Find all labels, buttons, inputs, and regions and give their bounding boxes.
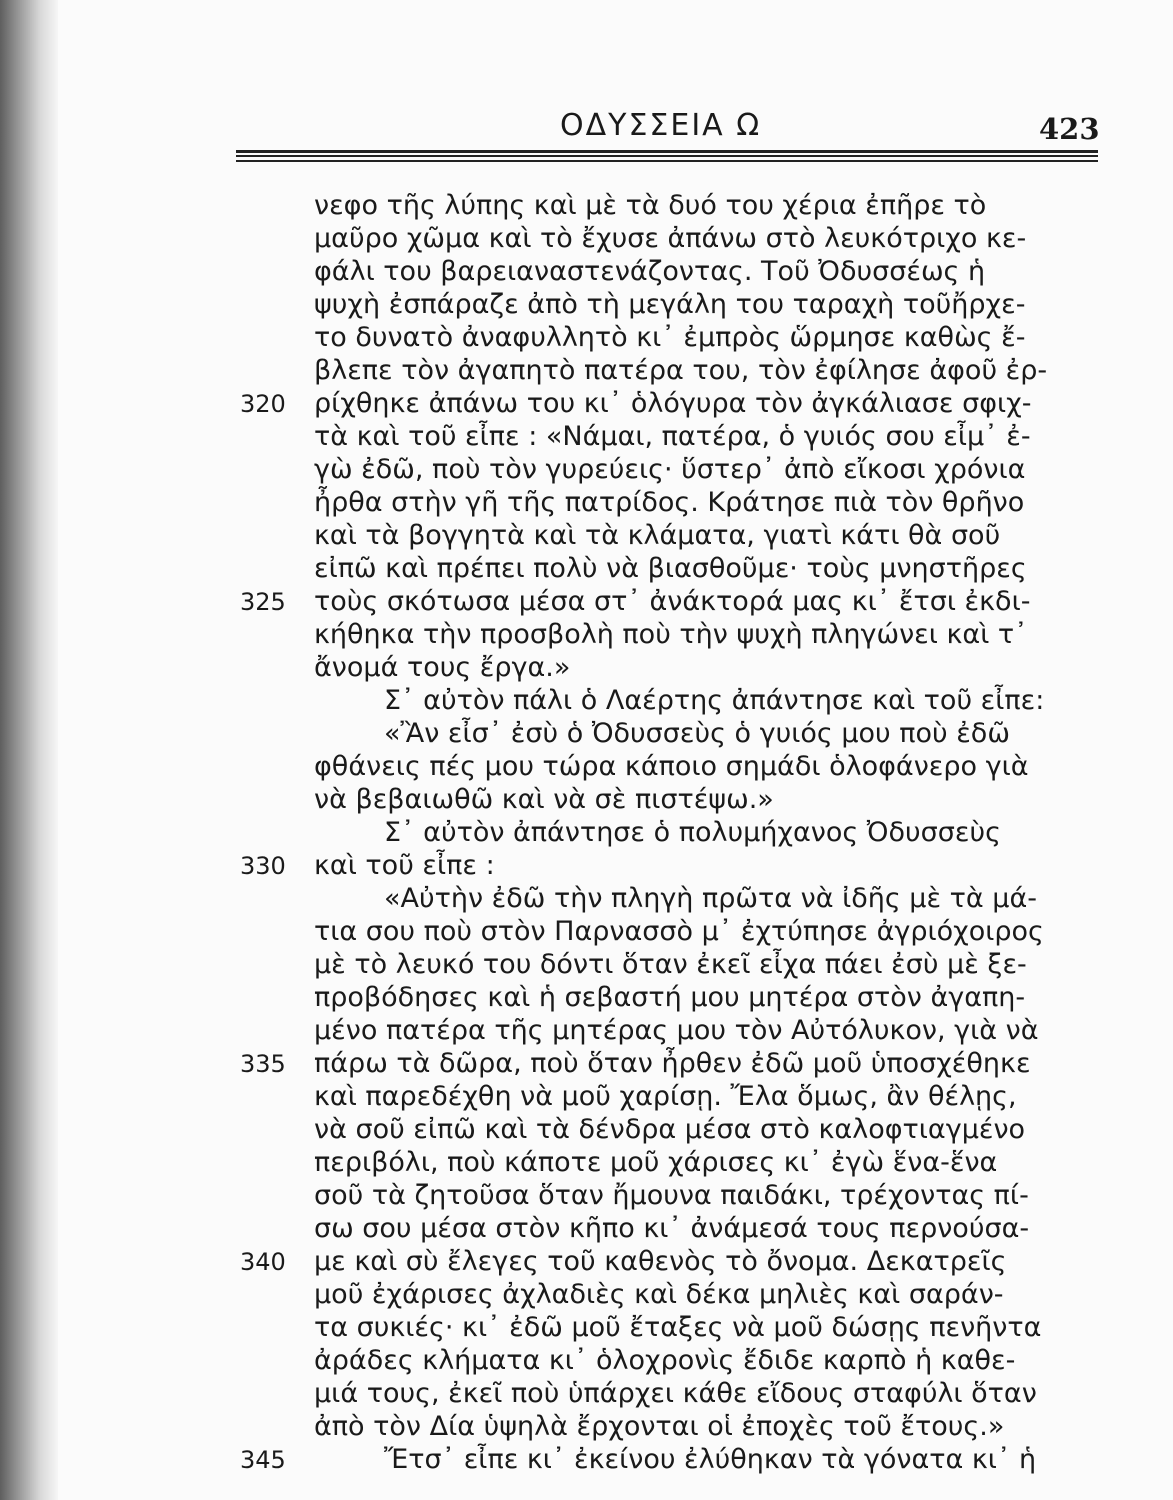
text-line: κήθηκα τὴν προσβολὴ ποὺ τὴν ψυχὴ πληγώνει καὶ τ᾽ (314, 619, 1028, 650)
text-line: καὶ παρεδέχθη νὰ μοῦ χαρίσῃ. Ἔλα ὅμως, ἂν θέλῃς, (314, 1081, 1017, 1112)
verse-line-number: 325 (240, 588, 286, 616)
text-line: ἄνομά τους ἔργα.» (314, 652, 571, 683)
text-line: Σ᾽ αὐτὸν ἀπάντησε ὁ πολυμήχανος Ὀδυσσεὺς (384, 817, 1001, 848)
text-line: εἰπῶ καὶ πρέπει πολὺ νὰ βιασθοῦμε· τοὺς μνηστῆρες (314, 553, 1027, 584)
text-line: Ἔτσ᾽ εἶπε κι᾽ ἐκείνου ἐλύθηκαν τὰ γόνατα κι᾽ ἡ (384, 1444, 1037, 1475)
text-line: μένο πατέρα τῆς μητέρας μου τὸν Αὐτόλυκον, γιὰ νὰ (314, 1015, 1039, 1046)
verse-line-number: 340 (240, 1248, 286, 1276)
text-line: περιβόλι, ποὺ κάποτε μοῦ χάρισες κι᾽ ἐγὼ ἕνα-ἕνα (314, 1147, 998, 1178)
text-line: Σ᾽ αὐτὸν πάλι ὁ Λαέρτης ἀπάντησε καὶ τοῦ εἶπε: (384, 685, 1045, 716)
text-line: τοὺς σκότωσα μέσα στ᾽ ἀνάκτορά μας κι᾽ ἔτσι ἐκδι- (314, 586, 1031, 617)
text-line: φθάνεις πές μου τώρα κάποιο σημάδι ὁλοφάνερο γιὰ (314, 751, 1029, 782)
page-number: 423 (1039, 112, 1100, 146)
text-line: σω σου μέσα στὸν κῆπο κι᾽ ἀνάμεσά τους περνούσα- (314, 1213, 1030, 1244)
text-line: ἀπὸ τὸν Δία ὑψηλὰ ἔρχονται οἱ ἐποχὲς τοῦ ἔτους.» (314, 1411, 1005, 1442)
text-line: βλεπε τὸν ἀγαπητὸ πατέρα του, τὸν ἐφίλησε ἀφοῦ ἐρ- (314, 355, 1048, 386)
verse-line-number: 320 (240, 390, 286, 418)
text-line: ρίχθηκε ἀπάνω του κι᾽ ὁλόγυρα τὸν ἀγκάλιασε σφιχ- (314, 388, 1032, 419)
text-line: μὲ τὸ λευκό του δόντι ὅταν ἐκεῖ εἶχα πάει ἐσὺ μὲ ξε- (314, 949, 1027, 980)
verse-line-number: 335 (240, 1050, 286, 1078)
text-line: τια σου ποὺ στὸν Παρνασσὸ μ᾽ ἐχτύπησε ἀγριόχοιρος (314, 916, 1044, 947)
text-line: ψυχὴ ἐσπάραζε ἀπὸ τὴ μεγάλη του ταραχὴ τοῦἤρχε- (314, 289, 1026, 320)
text-line: καὶ τοῦ εἶπε : (314, 850, 495, 881)
text-line: καὶ τὰ βογγητὰ καὶ τὰ κλάματα, γιατὶ κάτι θὰ σοῦ (314, 520, 1001, 551)
text-line: μαῦρο χῶμα καὶ τὸ ἔχυσε ἀπάνω στὸ λευκότριχο κε- (314, 223, 1027, 254)
text-line: προβόδησες καὶ ἡ σεβαστή μου μητέρα στὸν ἀγαπη- (314, 982, 1026, 1013)
text-line: το δυνατὸ ἀναφυλλητὸ κι᾽ ἐμπρὸς ὥρμησε καθὼς ἔ- (314, 322, 1026, 353)
text-line: με καὶ σὺ ἔλεγες τοῦ καθενὸς τὸ ὄνομα. Δεκατρεῖς (314, 1246, 1007, 1277)
text-line: ἦρθα στὴν γῆ τῆς πατρίδος. Κράτησε πιὰ τὸν θρῆνο (314, 487, 1025, 518)
text-line: νὰ βεβαιωθῶ καὶ νὰ σὲ πιστέψω.» (314, 784, 774, 815)
verse-line-number: 330 (240, 852, 286, 880)
text-line: νὰ σοῦ εἰπῶ καὶ τὰ δένδρα μέσα στὸ καλοφτιαγμένο (314, 1114, 1026, 1145)
text-line: γὼ ἐδῶ, ποὺ τὸν γυρεύεις· ὕστερ᾽ ἀπὸ εἴκοσι χρόνια (314, 454, 1026, 485)
text-line: ἀράδες κλήματα κι᾽ ὁλοχρονὶς ἔδιδε καρπὸ ἡ καθε- (314, 1345, 1016, 1376)
text-line: «Αὐτὴν ἐδῶ τὴν πληγὴ πρῶτα νὰ ἰδῆς μὲ τὰ μά- (384, 883, 1038, 914)
text-line: φάλι του βαρειαναστενάζοντας. Τοῦ Ὀδυσσέως ἡ (314, 256, 986, 287)
text-line: σοῦ τὰ ζητοῦσα ὅταν ἤμουνα παιδάκι, τρέχοντας πί- (314, 1180, 1029, 1211)
text-line: νεφο τῆς λύπης καὶ μὲ τὰ δυό του χέρια ἐπῆρε τὸ (314, 190, 987, 221)
text-line: «Ἂν εἶσ᾽ ἐσὺ ὁ Ὀδυσσεὺς ὁ γυιός μου ποὺ ἐδῶ (384, 718, 1010, 749)
text-line: πάρω τὰ δῶρα, ποὺ ὅταν ἦρθεν ἐδῶ μοῦ ὑποσχέθηκε (314, 1048, 1031, 1079)
text-line: μοῦ ἐχάρισες ἀχλαδιὲς καὶ δέκα μηλιὲς καὶ σαράν- (314, 1279, 1004, 1310)
text-line: μιά τους, ἐκεῖ ποὺ ὑπάρχει κάθε εἴδους σταφύλι ὅταν (314, 1378, 1037, 1409)
text-line: τὰ καὶ τοῦ εἶπε : «Νάμαι, πατέρα, ὁ γυιός σου εἶμ᾽ ἐ- (314, 421, 1031, 452)
running-head-title: ΟΔΥΣΣΕΙΑ Ω (560, 108, 762, 143)
verse-line-number: 345 (240, 1446, 286, 1474)
text-line: τα συκιές· κι᾽ ἐδῶ μοῦ ἔταξες νὰ μοῦ δώσῃς πενῆντα (314, 1312, 1042, 1343)
